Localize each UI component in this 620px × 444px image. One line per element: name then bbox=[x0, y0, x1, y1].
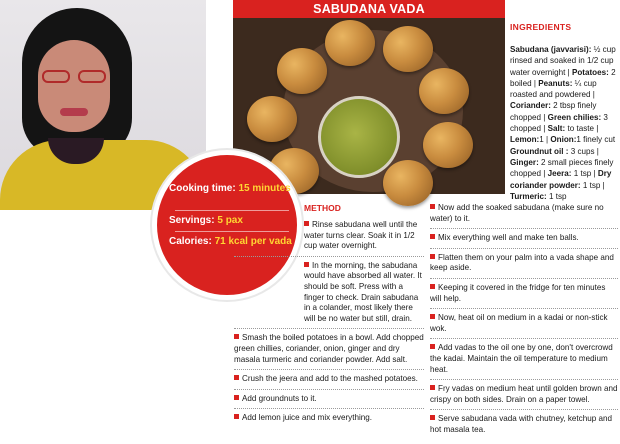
ingredient-detail: ¼ cup roasted and powdered | bbox=[510, 78, 597, 100]
method-step bbox=[234, 374, 424, 390]
bullet-icon bbox=[430, 284, 435, 289]
method-step bbox=[234, 261, 424, 330]
method-column-1 bbox=[234, 220, 424, 432]
ingredient-name: Salt: bbox=[547, 124, 566, 134]
cooking-time: Cooking time: 15 minutes bbox=[169, 183, 291, 194]
ingredient-name: Ginger: bbox=[510, 157, 539, 167]
calories: Calories: 71 kcal per vada bbox=[169, 236, 292, 247]
method-column-2 bbox=[430, 203, 618, 444]
ingredient-name: Sabudana (javvarisi): bbox=[510, 45, 592, 54]
face-shape bbox=[38, 40, 110, 132]
bullet-icon bbox=[304, 262, 309, 267]
method-step bbox=[430, 313, 618, 339]
method-step-text: Fry vadas on medium heat until golden brown and crispy on both sides. Drain on a paper towel. bbox=[430, 384, 618, 404]
lips-shape bbox=[60, 108, 88, 116]
ingredient-name: Peanuts: bbox=[538, 78, 573, 88]
ingredient-detail: 1 | bbox=[539, 135, 551, 145]
vada-4 bbox=[423, 122, 473, 168]
bullet-icon bbox=[430, 254, 435, 259]
bullet-icon bbox=[304, 221, 309, 226]
method-step bbox=[430, 233, 618, 249]
method-step-text: Keeping it covered in the fridge for ten minutes will help. bbox=[430, 282, 606, 303]
method-step-text: Serve sabudana vada with chutney, ketchup and hot masala tea. bbox=[430, 414, 612, 434]
method-step-text: Add groundnuts to it. bbox=[242, 393, 317, 403]
ingredients-list bbox=[510, 44, 620, 202]
bullet-icon bbox=[430, 344, 435, 349]
bullet-icon bbox=[234, 334, 239, 339]
divider bbox=[175, 210, 289, 211]
method-heading: METHOD bbox=[304, 203, 341, 213]
method-step bbox=[234, 413, 424, 428]
method-step bbox=[430, 384, 618, 410]
bullet-icon bbox=[234, 395, 239, 400]
method-step-text: Mix everything well and make ten balls. bbox=[438, 233, 579, 243]
vada-5 bbox=[277, 48, 327, 94]
glasses-icon bbox=[40, 70, 108, 84]
method-step-text: Smash the boiled potatoes in a bowl. Add chopped green chillies, coriander, onion, ginger and dry masala turmeric and coriander powder. Add salt. bbox=[234, 333, 424, 364]
method-step bbox=[430, 253, 618, 279]
ingredient-name: Coriander: bbox=[510, 101, 551, 111]
servings: Servings: 5 pax bbox=[169, 215, 243, 226]
method-step bbox=[234, 333, 424, 370]
method-step-text: Now add the soaked sabudana (make sure no water) to it. bbox=[430, 203, 604, 223]
recipe-title: SABUDANA VADA bbox=[233, 0, 505, 18]
ingredient-name: Dry coriander powder: bbox=[510, 169, 612, 190]
bullet-icon bbox=[430, 385, 435, 390]
ingredient-name: Potatoes: bbox=[571, 67, 609, 77]
method-step-text: Flatten them on your palm into a vada shape and keep aside. bbox=[430, 252, 614, 273]
ingredient-name: Turmeric: bbox=[510, 191, 547, 201]
vada-8 bbox=[383, 160, 433, 206]
method-step bbox=[430, 283, 618, 309]
ingredient-detail: 3 chopped | bbox=[510, 112, 608, 134]
ingredient-detail: 2 small pieces finely chopped | bbox=[510, 157, 614, 179]
bullet-icon bbox=[430, 204, 435, 209]
ingredient-detail: 1 tsp | bbox=[580, 180, 605, 190]
ingredients-heading: INGREDIENTS bbox=[510, 22, 572, 32]
method-step-text: In the morning, the sabudana would have absorbed all water. It should be soft. Press with a finger to check. Drain sabudana in a colander, most likely there will be no water but still, drain. bbox=[304, 260, 422, 323]
bullet-icon bbox=[234, 375, 239, 380]
method-step bbox=[430, 203, 618, 229]
ingredient-name: Green chilies: bbox=[547, 112, 602, 122]
vada-1 bbox=[325, 20, 375, 66]
ingredient-name: Onion: bbox=[550, 135, 577, 145]
ingredient-name: Groundnut oil : bbox=[510, 146, 569, 156]
bullet-icon bbox=[430, 314, 435, 319]
ingredient-detail: 1 tsp bbox=[546, 191, 567, 201]
bullet-icon bbox=[234, 414, 239, 419]
ingredient-detail: 3 cups | bbox=[568, 146, 599, 156]
ingredient-detail: ½ cup rinsed and soaked in 1/2 cup water overnight | bbox=[510, 45, 616, 77]
ingredient-name: Jeera: bbox=[547, 169, 572, 179]
vada-3 bbox=[419, 68, 469, 114]
method-step bbox=[430, 414, 618, 439]
ingredient-detail: 2 boiled | bbox=[510, 67, 616, 88]
method-step bbox=[234, 220, 424, 257]
chutney-bowl bbox=[318, 96, 400, 178]
method-step-text: Rinse sabudana well until the water turns clear. Soak it in 1/2 cup water overnight. bbox=[304, 220, 418, 251]
method-step-text: Add lemon juice and mix everything. bbox=[242, 413, 373, 423]
method-step-text: Add vadas to the oil one by one, don't overcrowd the kadai. Maintain the oil temperature to medium heat. bbox=[430, 343, 613, 374]
ingredient-detail: 1 tsp | bbox=[571, 169, 598, 179]
method-step-text: Now, heat oil on medium in a kadai or non-stick wok. bbox=[430, 313, 608, 333]
method-step-text: Crush the jeera and add to the mashed potatoes. bbox=[242, 374, 418, 384]
ingredient-name: Lemon: bbox=[510, 135, 540, 145]
vada-2 bbox=[383, 26, 433, 72]
bullet-icon bbox=[430, 415, 435, 420]
ingredient-detail: to taste | bbox=[565, 124, 599, 134]
vada-6 bbox=[247, 96, 297, 142]
method-step bbox=[430, 343, 618, 380]
ingredient-detail: 1 finely cut bbox=[576, 135, 616, 145]
bullet-icon bbox=[430, 234, 435, 239]
ingredient-detail: 2 tbsp finely chopped | bbox=[510, 101, 597, 122]
method-step bbox=[234, 394, 424, 410]
